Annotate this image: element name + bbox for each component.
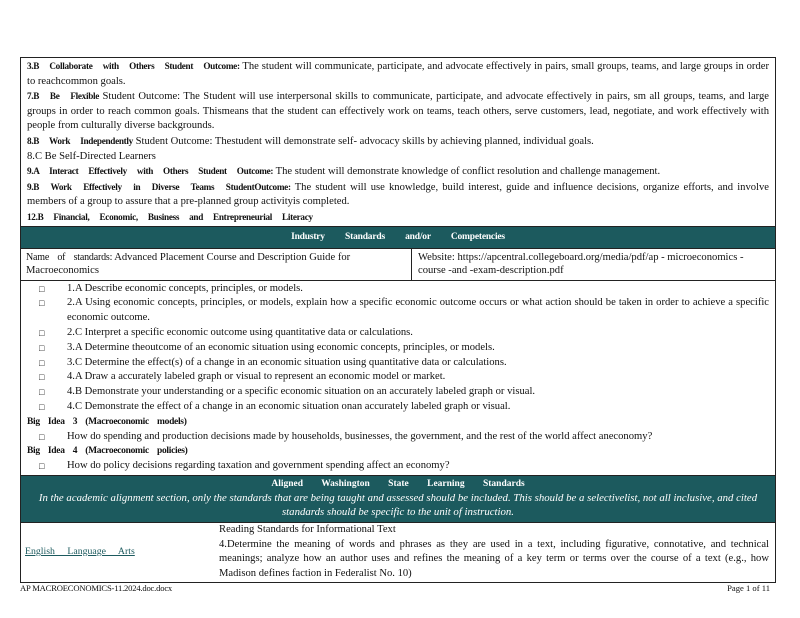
bullet-icon: □ [39,342,45,353]
ela-standard-heading: Reading Standards for Informational Text [219,523,396,535]
website-link[interactable]: https://apcentral.collegeboard.org/media/pdf/ap - microeconomics -course -and -exam-description.pdf [418,251,744,277]
list-item: □ 4.C Demonstrate the effect of a change in an economic situation onan accurately labeled graph or visual. [27,400,769,415]
standards-name-label: Name of standards: [26,251,113,263]
standards-name-value: Advanced Placement Course and Description Guide for Macroeconomics [26,251,351,277]
standards-name-row [21,249,775,281]
big-idea-heading: Big Idea 3 (Macroeconomic models) [27,416,187,427]
footer-page-number: Page 1 of 11 [727,583,770,593]
list-item: □ 2.A Using economic concepts, principles, or models, explain how a specific economic outcome occurs or what action should be taken in order to achieve a specific economic outcome. [27,296,769,326]
bullet-icon: □ [39,401,45,412]
outcome-3b: 3.B Collaborate with Others Student Outcome: The student will communicate, participate, and advocate effectively in pairs, small groups, teams, and large groups in order to reachcommon goals. [27,61,769,87]
aligned-standards-note: In the academic alignment section, only the standards that are being taught and assessed should be included. This should be a selectivelist, not all inclusive, and cited standards should be specific to the unit of instruction. [38,491,758,519]
bullet-icon: □ [39,431,45,442]
bullet-icon: □ [39,327,45,338]
skills-cell [21,281,775,476]
bullet-icon: □ [39,372,45,383]
footer-filename: AP MACROECONOMICS-11.2024.doc.docx [20,583,173,593]
student-outcomes-cell [21,58,775,227]
outcome-9a: 9.A Interact Effectively with Others Student Outcome: The student will demonstrate knowledge of conflict resolution and challenge management. [27,166,661,178]
bullet-icon: □ [39,461,45,472]
ela-subject-cell [21,523,215,582]
ela-row [21,523,775,582]
aligned-standards-band [21,476,775,523]
bullet-icon: □ [39,283,45,294]
list-item: □ 4.A Draw a accurately labeled graph or visual to represent an economic model or market. [27,370,769,385]
bullet-icon: □ [39,298,45,309]
bullet-icon: □ [39,387,45,398]
outcome-12b: 12.B Financial, Economic, Business and Entrepreneurial Literacy [27,211,313,222]
big-idea-heading: Big Idea 4 (Macroeconomic policies) [27,446,188,457]
list-item: □ How do policy decisions regarding taxation and government spending affect an economy? [27,459,769,474]
list-item: □ 3.A Determine theoutcome of an economic situation using economic concepts, principles, or models. [27,341,769,356]
standards-name-cell [21,249,412,280]
list-item: □ 3.C Determine the effect(s) of a change in an economic situation using quantitative data or calculations. [27,356,769,371]
website-cell [412,249,775,280]
ela-subject-link[interactable]: English Language Arts [25,546,135,558]
standards-table [20,57,776,583]
list-item: □ 1.A Describe economic concepts, principles, or models. [27,282,769,297]
list-item: □ 2.C Interpret a specific economic outcome using quantitative data or calculations. [27,326,769,341]
outcome-9b: 9.B Work Effectively in Diverse Teams StudentOutcome: The student will use knowledge, build interest, guide and influence decisions, organize efforts, and involve members of a group to assure that a pre-planned group activityis completed. [27,181,769,208]
outcome-7b: 7.B Be Flexible Student Outcome: The Student will use interpersonal skills to communicate, participate, and advocate effectively in pairs, sm all groups, teams, and large groups in order to reach common goals. Thismeans that the student can effectively work on teams, teach others, serve customers, lead, negotiate, and work effectively with people from culturally diverse backgrounds. [27,91,769,132]
list-item: □ 4.B Demonstrate your understanding or a specific economic situation on an accurately labeled graph or visual. [27,385,769,400]
aligned-standards-title: Aligned Washington State Learning Standards [271,478,525,489]
website-label: Website: [418,251,455,263]
outcome-8b: 8.B Work Independently Student Outcome: Thestudent will demonstrate self- advocacy skills by achieving planned, individual goals. [27,135,594,147]
ela-standard-cell [215,523,775,582]
industry-standards-band: Industry Standards and/or Competencies [21,227,775,249]
outcome-8c: 8.C Be Self-Directed Learners [27,150,156,162]
bullet-icon: □ [39,357,45,368]
list-item: □ How do spending and production decisions made by households, businesses, the government, and the rest of the world affect aneconomy? [27,430,769,445]
ela-standard-text: 4.Determine the meaning of words and phrases as they are used in a text, including figurative, connotative, and technical meanings; analyze how an author uses and refines the meaning of a key term or terms over the course of a text (e.g., how Madison defines faction in Federalist No. 10) [219,538,769,580]
